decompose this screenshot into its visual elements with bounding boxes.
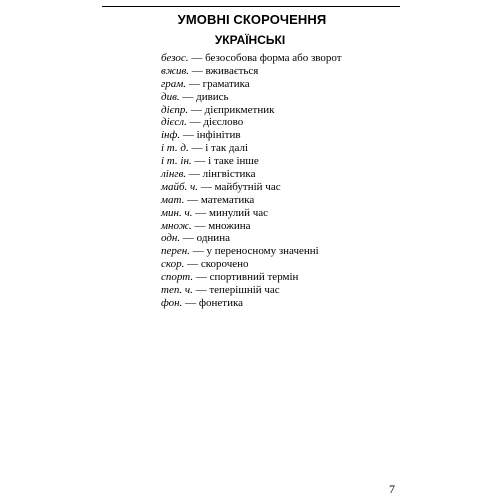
abbreviation-term: дієсл. <box>161 116 187 129</box>
section-heading: УКРАЇНСЬКІ <box>214 33 286 47</box>
abbreviation-term: мин. ч. <box>161 206 193 219</box>
abbreviation-separator: — <box>192 206 209 219</box>
abbreviation-meaning: майбутній час <box>214 180 281 193</box>
abbreviation-separator: — <box>189 245 207 258</box>
abbreviation-separator: — <box>189 64 206 77</box>
abbreviation-entry <box>161 258 342 271</box>
abbreviation-entry <box>161 207 342 220</box>
abbreviation-separator: — <box>188 52 206 64</box>
abbreviation-term: спорт. <box>161 271 194 284</box>
abbreviation-separator: — <box>186 77 203 90</box>
abbreviation-entry <box>161 181 342 194</box>
abbreviation-term: безос. <box>161 52 189 64</box>
abbreviation-entry <box>161 65 342 78</box>
abbreviation-entry <box>161 104 342 117</box>
abbreviation-separator: — <box>186 168 203 181</box>
abbreviation-separator: — <box>192 284 210 297</box>
abbreviation-meaning: і таке інше <box>208 155 259 168</box>
abbreviation-entry <box>161 232 342 245</box>
abbreviation-separator: — <box>186 116 204 129</box>
abbreviation-meaning: інфінітив <box>196 129 241 142</box>
abbreviation-meaning: дієприкметник <box>204 103 275 116</box>
abbreviation-entry <box>161 168 342 181</box>
abbreviation-meaning: у переносному значенні <box>206 245 319 258</box>
abbreviation-term: дієпр. <box>161 103 189 116</box>
abbreviation-separator: — <box>184 258 201 271</box>
abbreviation-meaning: спортивний термін <box>209 271 299 284</box>
abbreviation-term: фон. <box>161 296 183 309</box>
abbreviation-term: мат. <box>161 193 185 206</box>
abbreviation-separator: — <box>180 232 197 245</box>
abbreviation-separator: — <box>191 219 209 232</box>
abbreviation-meaning: минулий час <box>208 206 269 219</box>
abbreviation-entry <box>161 194 342 207</box>
abbreviation-meaning: лінгвістика <box>202 168 256 181</box>
abbreviation-entry <box>161 284 342 297</box>
abbreviation-term: і т. ін. <box>161 155 192 168</box>
abbreviation-meaning: і так далі <box>205 142 249 155</box>
abbreviation-meaning: скорочено <box>200 258 249 271</box>
abbreviation-meaning: однина <box>196 232 230 245</box>
abbreviation-term: скор. <box>161 258 185 271</box>
page-number: 7 <box>389 482 395 496</box>
abbreviation-separator: — <box>179 90 197 103</box>
abbreviation-entry <box>161 52 342 65</box>
page-title: УМОВНІ СКОРОЧЕННЯ <box>177 12 327 27</box>
top-rule <box>102 6 400 7</box>
abbreviation-separator: — <box>180 129 197 142</box>
abbreviation-entry <box>161 142 342 155</box>
abbreviation-entry <box>161 155 342 168</box>
abbreviation-separator: — <box>188 103 205 116</box>
abbreviation-term: лінгв. <box>161 168 187 181</box>
abbreviation-term: див. <box>161 90 180 103</box>
abbreviation-meaning: математика <box>200 193 255 206</box>
abbreviation-meaning: дієслово <box>203 116 244 129</box>
abbreviation-term: перен. <box>161 245 190 258</box>
abbreviation-term: інф. <box>161 129 181 142</box>
abbreviation-entry <box>161 78 342 91</box>
abbreviation-meaning: теперішній час <box>209 284 280 297</box>
abbreviation-term: вжив. <box>161 64 190 77</box>
abbreviation-entry <box>161 297 342 310</box>
abbreviation-entry <box>161 129 342 142</box>
abbreviation-separator: — <box>188 142 206 155</box>
abbreviation-entry <box>161 91 342 104</box>
abbreviation-entry <box>161 220 342 233</box>
abbreviation-term: одн. <box>161 232 181 245</box>
abbreviation-term: множ. <box>161 219 192 232</box>
abbreviation-meaning: фонетика <box>198 296 244 309</box>
abbreviation-list <box>161 52 342 310</box>
abbreviation-term: теп. ч. <box>161 284 193 297</box>
abbreviation-separator: — <box>184 193 201 206</box>
abbreviation-separator: — <box>193 271 210 284</box>
abbreviation-separator: — <box>182 296 199 309</box>
abbreviation-meaning: дивись <box>196 90 229 103</box>
abbreviation-meaning: граматика <box>202 77 250 90</box>
abbreviation-term: грам. <box>161 77 187 90</box>
abbreviation-meaning: вживається <box>205 64 259 77</box>
abbreviation-separator: — <box>198 180 215 193</box>
abbreviation-entry <box>161 116 342 129</box>
abbreviation-separator: — <box>191 155 209 168</box>
abbreviation-entry <box>161 245 342 258</box>
abbreviation-term: і т. д. <box>161 142 189 155</box>
abbreviation-entry <box>161 271 342 284</box>
abbreviation-term: майб. ч. <box>161 180 199 193</box>
abbreviation-meaning: безособова форма або зворот <box>205 52 342 64</box>
abbreviation-meaning: множина <box>208 219 251 232</box>
